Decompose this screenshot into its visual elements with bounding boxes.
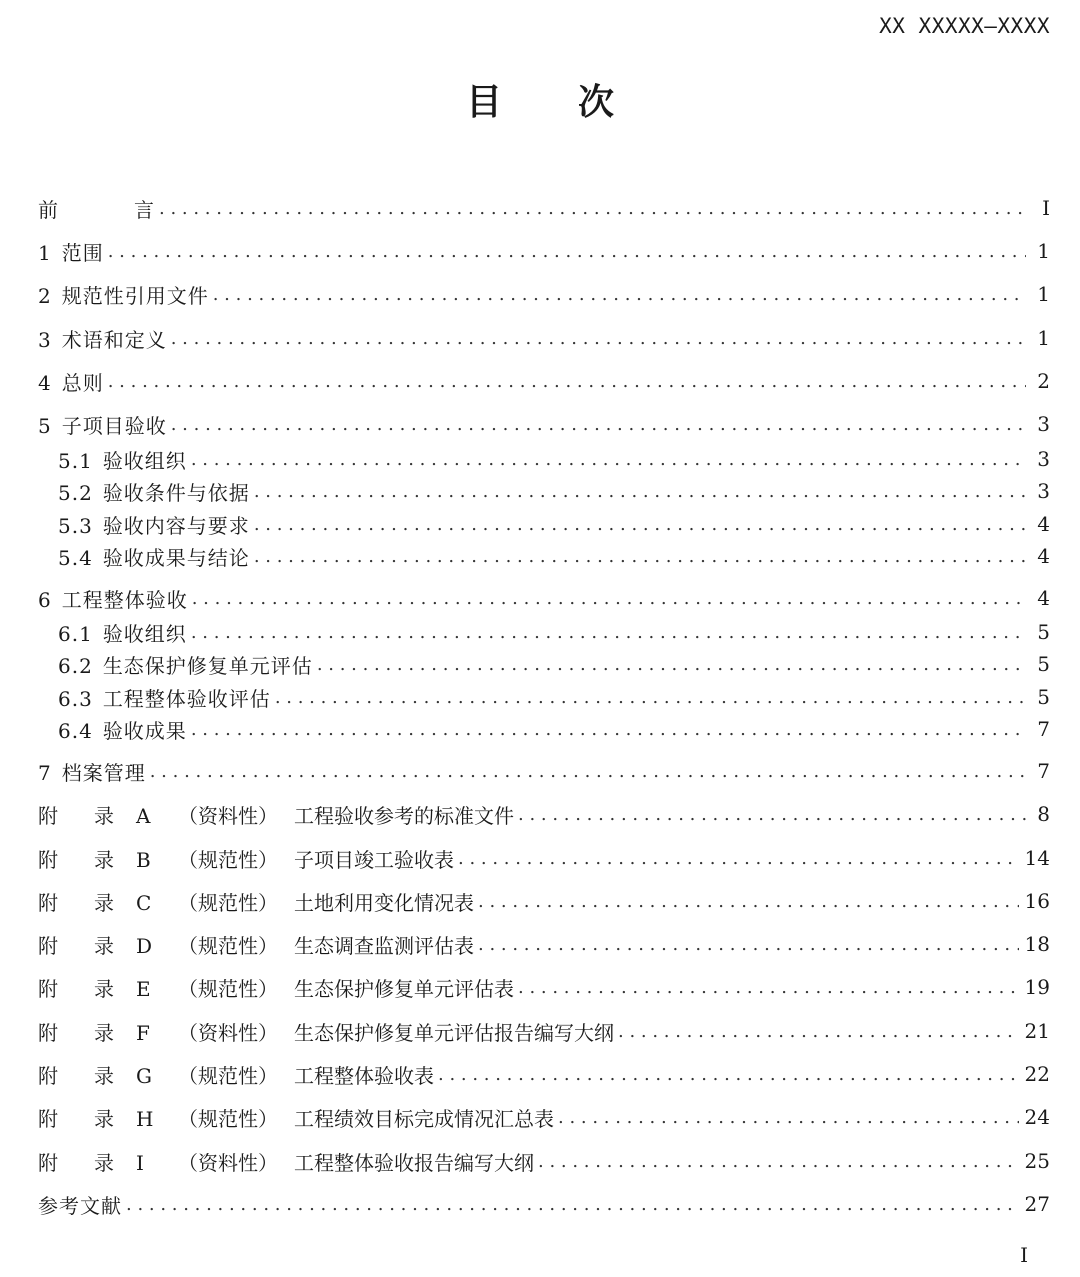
toc-appendix-a[interactable]	[0, 799, 1080, 829]
appendix-title: 土地利用变化情况表	[294, 890, 474, 915]
toc-page-number: 3	[1037, 479, 1050, 503]
toc-entry-number: 5.2	[58, 480, 93, 505]
toc-page-number: 5	[1037, 652, 1050, 676]
appendix-word-2: 录	[94, 1020, 114, 1045]
dot-leader	[171, 323, 1026, 353]
dot-leader	[538, 1146, 1019, 1176]
appendix-nature: （规范性）	[178, 847, 278, 872]
toc-entry-number: 3	[38, 327, 52, 352]
preface-char-2: 言	[134, 197, 155, 222]
toc-entry-4[interactable]	[0, 366, 1080, 396]
toc-page-number: 7	[1037, 717, 1050, 741]
toc-entry-number: 5.4	[58, 545, 93, 570]
dot-leader	[159, 193, 1026, 223]
toc-page-number: 22	[1024, 1062, 1050, 1086]
dot-leader	[558, 1102, 1019, 1132]
toc-entry-title: 验收成果与结论	[102, 545, 250, 570]
toc-page-number: 4	[1037, 586, 1050, 610]
dot-leader	[108, 236, 1026, 266]
appendix-title: 生态保护修复单元评估表	[294, 976, 514, 1001]
footer-page-number: I	[1020, 1243, 1028, 1267]
toc-entry-1[interactable]	[0, 236, 1080, 266]
appendix-nature: （规范性）	[178, 890, 278, 915]
title-char-2: 次	[578, 82, 615, 123]
dot-leader	[126, 1189, 1019, 1219]
appendix-nature: （规范性）	[178, 976, 278, 1001]
toc-entry-title: 范围	[61, 240, 104, 265]
appendix-word-2: 录	[94, 1063, 114, 1088]
toc-entry-preface[interactable]	[0, 193, 1080, 223]
dot-leader	[618, 1016, 1019, 1046]
toc-page-number: 1	[1037, 282, 1050, 306]
toc-page-number: I	[1042, 196, 1050, 220]
toc-entry-references[interactable]	[0, 1189, 1080, 1219]
toc-page-number: 2	[1037, 369, 1050, 393]
appendix-letter: I	[136, 1150, 144, 1175]
dot-leader	[213, 279, 1026, 309]
toc-entry-6-2[interactable]	[0, 649, 1080, 679]
toc-entry-number: 4	[38, 370, 52, 395]
dot-leader	[192, 583, 1026, 613]
preface-char-1: 前	[38, 197, 59, 222]
appendix-letter: A	[136, 803, 151, 828]
dot-leader	[317, 649, 1026, 679]
dot-leader	[150, 756, 1026, 786]
toc-entry-number: 1	[38, 240, 52, 265]
appendix-nature: （规范性）	[178, 1106, 278, 1131]
toc-page-number: 25	[1024, 1149, 1050, 1173]
dot-leader	[191, 617, 1026, 647]
dot-leader	[191, 444, 1026, 474]
appendix-word-2: 录	[94, 890, 114, 915]
appendix-letter: E	[136, 976, 151, 1001]
toc-appendix-h[interactable]	[0, 1102, 1080, 1132]
toc-page-number: 27	[1024, 1192, 1050, 1216]
dot-leader	[458, 843, 1019, 873]
appendix-letter: D	[136, 933, 153, 958]
toc-entry-title: 档案管理	[61, 760, 146, 785]
appendix-nature: （规范性）	[178, 1063, 278, 1088]
appendix-word-1: 附	[38, 1063, 58, 1088]
toc-page-number: 19	[1024, 975, 1050, 999]
toc-page-number: 1	[1037, 239, 1050, 263]
toc-entry-number: 6	[38, 587, 52, 612]
toc-appendix-g[interactable]	[0, 1059, 1080, 1089]
toc-appendix-c[interactable]	[0, 886, 1080, 916]
toc-appendix-d[interactable]	[0, 929, 1080, 959]
appendix-word-1: 附	[38, 803, 58, 828]
toc-entry-number: 5.3	[58, 513, 93, 538]
appendix-title: 工程整体验收表	[294, 1063, 434, 1088]
dot-leader	[191, 714, 1026, 744]
appendix-letter: B	[136, 847, 151, 872]
toc-page-number: 5	[1037, 685, 1050, 709]
toc-page-number: 7	[1037, 759, 1050, 783]
toc-entry-title: 参考文献	[38, 1193, 122, 1218]
appendix-letter: G	[136, 1063, 152, 1088]
appendix-letter: C	[136, 890, 152, 915]
toc-page-number: 3	[1037, 447, 1050, 471]
dot-leader	[478, 929, 1019, 959]
appendix-title: 生态保护修复单元评估报告编写大纲	[294, 1020, 614, 1045]
appendix-word-1: 附	[38, 847, 58, 872]
toc-entry-title: 验收内容与要求	[102, 513, 250, 538]
toc-page-number: 4	[1037, 544, 1050, 568]
title-char-1: 目	[465, 82, 502, 123]
toc-page-number: 8	[1037, 802, 1050, 826]
toc-entry-5-3[interactable]	[0, 509, 1080, 539]
appendix-word-2: 录	[94, 1150, 114, 1175]
toc-entry-6-4[interactable]	[0, 714, 1080, 744]
toc-entry-5-4[interactable]	[0, 541, 1080, 571]
dot-leader	[254, 509, 1026, 539]
toc-entry-title: 工程整体验收	[61, 587, 188, 612]
toc-entry-number: 6.2	[58, 653, 93, 678]
toc-entry-6[interactable]	[0, 583, 1080, 613]
appendix-word-2: 录	[94, 976, 114, 1001]
dot-leader	[518, 972, 1019, 1002]
toc-entry-number: 2	[38, 283, 52, 308]
toc-entry-title: 验收条件与依据	[102, 480, 250, 505]
toc-entry-title: 生态保护修复单元评估	[102, 653, 313, 678]
toc-page-number: 1	[1037, 326, 1050, 350]
toc-entry-number: 5	[38, 413, 52, 438]
toc-entry-3[interactable]	[0, 323, 1080, 353]
appendix-nature: （资料性）	[178, 1020, 278, 1045]
toc-entry-title: 规范性引用文件	[61, 283, 209, 308]
dot-leader	[108, 366, 1026, 396]
appendix-word-1: 附	[38, 1106, 58, 1131]
appendix-title: 子项目竣工验收表	[294, 847, 454, 872]
appendix-word-2: 录	[94, 1106, 114, 1131]
toc-entry-number: 5.1	[58, 448, 93, 473]
toc-page-number: 24	[1024, 1105, 1050, 1129]
toc-page-number: 4	[1037, 512, 1050, 536]
dot-leader	[275, 682, 1026, 712]
appendix-nature: （规范性）	[178, 933, 278, 958]
toc-entry-5-2[interactable]	[0, 476, 1080, 506]
toc-entry-title: 验收组织	[102, 448, 187, 473]
appendix-word-1: 附	[38, 1020, 58, 1045]
toc-appendix-b[interactable]	[0, 843, 1080, 873]
toc-entry-5[interactable]	[0, 409, 1080, 439]
appendix-title: 工程绩效目标完成情况汇总表	[294, 1106, 554, 1131]
toc-entry-5-1[interactable]	[0, 444, 1080, 474]
toc-page-number: 14	[1024, 846, 1050, 870]
toc-entry-number: 6.3	[58, 686, 93, 711]
toc-entry-6-3[interactable]	[0, 682, 1080, 712]
appendix-word-1: 附	[38, 933, 58, 958]
appendix-letter: H	[136, 1106, 154, 1131]
toc-entry-title: 验收组织	[102, 621, 187, 646]
dot-leader	[478, 886, 1019, 916]
dot-leader	[254, 541, 1026, 571]
dot-leader	[171, 409, 1026, 439]
toc-entry-number: 7	[38, 760, 52, 785]
toc-appendix-e[interactable]	[0, 972, 1080, 1002]
appendix-word-1: 附	[38, 890, 58, 915]
dot-leader	[254, 476, 1026, 506]
appendix-word-2: 录	[94, 933, 114, 958]
appendix-word-2: 录	[94, 803, 114, 828]
toc-entry-title: 验收成果	[102, 718, 187, 743]
dot-leader	[438, 1059, 1019, 1089]
toc-entry-number: 6.1	[58, 621, 93, 646]
toc-page-number: 16	[1024, 889, 1050, 913]
toc-entry-2[interactable]	[0, 279, 1080, 309]
toc-entry-title: 术语和定义	[61, 327, 167, 352]
appendix-nature: （资料性）	[178, 803, 278, 828]
toc-entry-number: 6.4	[58, 718, 93, 743]
toc-page-number: 5	[1037, 620, 1050, 644]
appendix-title: 工程整体验收报告编写大纲	[294, 1150, 534, 1175]
toc-entry-title: 子项目验收	[61, 413, 167, 438]
standard-code: XX XXXXX—XXXX	[879, 14, 1050, 38]
toc-entry-title: 工程整体验收评估	[102, 686, 271, 711]
toc-entry-6-1[interactable]	[0, 617, 1080, 647]
toc-page-number: 21	[1024, 1019, 1050, 1043]
appendix-word-2: 录	[94, 847, 114, 872]
appendix-title: 工程验收参考的标准文件	[294, 803, 514, 828]
appendix-word-1: 附	[38, 1150, 58, 1175]
dot-leader	[518, 799, 1026, 829]
toc-appendix-i[interactable]	[0, 1146, 1080, 1176]
appendix-word-1: 附	[38, 976, 58, 1001]
toc-page-number: 3	[1037, 412, 1050, 436]
toc-entry-7[interactable]	[0, 756, 1080, 786]
appendix-title: 生态调查监测评估表	[294, 933, 474, 958]
toc-appendix-f[interactable]	[0, 1016, 1080, 1046]
toc-entry-title: 总则	[61, 370, 104, 395]
toc-page-number: 18	[1024, 932, 1050, 956]
appendix-letter: F	[136, 1020, 150, 1045]
appendix-nature: （资料性）	[178, 1150, 278, 1175]
